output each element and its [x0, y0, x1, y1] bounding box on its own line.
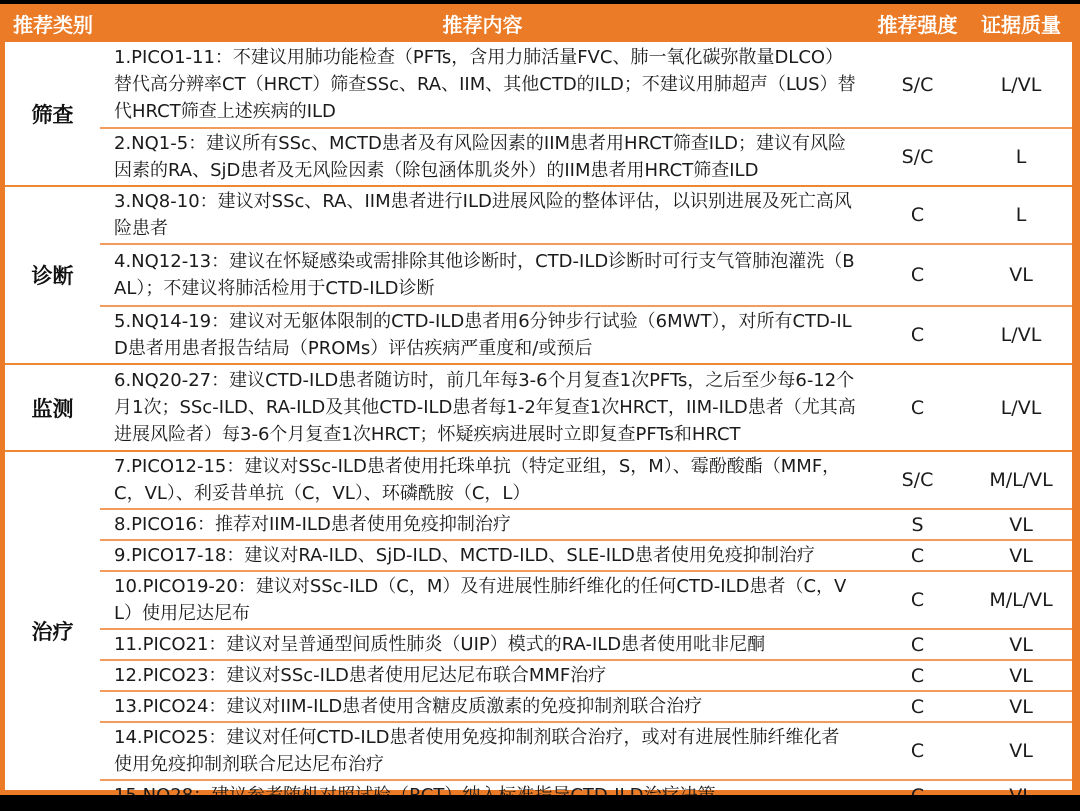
- bottom-letterbox: [0, 795, 1080, 811]
- evidence-cell: L/VL: [1000, 73, 1042, 96]
- table-row: [100, 305, 1072, 363]
- strength-cell: C: [910, 544, 925, 567]
- table-header-row: [5, 4, 1072, 42]
- table-row: [100, 42, 1072, 127]
- column-header-content: 推荐内容: [442, 12, 523, 37]
- strength-cell: S/C: [901, 469, 934, 491]
- evidence-cell: VL: [1009, 544, 1033, 567]
- evidence-cell: M/L/VL: [989, 589, 1053, 611]
- strength-cell: C: [910, 589, 925, 611]
- recommendation-content-cell: 4.NQ12-13：建议在怀疑感染或需排除其他诊断时，CTD-ILD诊断时可行支气管肺泡灌洗（BAL）；不建议将肺活检用于CTD-ILD诊断: [114, 251, 855, 299]
- evidence-cell: L/VL: [1000, 396, 1042, 419]
- group-rows: [100, 452, 1072, 810]
- recommendation-content-cell: 1.PICO1-11：不建议用肺功能检查（PFTs，含用力肺活量FVC、肺一氧化碳弥散量DLCO）替代高分辨率CT（HRCT）筛查SSc、RA、IIM、其他CTD的ILD；不建议用肺超声（LUS）替代HRCT筛查上述疾病的ILD: [114, 47, 856, 122]
- table-row: [100, 243, 1072, 305]
- table-row: [100, 452, 1072, 508]
- strength-cell: C: [910, 695, 925, 718]
- group-screening: [5, 42, 1072, 185]
- recommendation-content-cell: 11.PICO21：建议对呈普通型间质性肺炎（UIP）模式的RA-ILD患者使用吡非尼酮: [114, 634, 766, 655]
- evidence-cell: VL: [1009, 664, 1033, 687]
- strength-cell: C: [910, 664, 925, 687]
- recommendation-content-cell: 8.PICO16：推荐对IIM-ILD患者使用免疫抑制治疗: [114, 514, 511, 535]
- table-row: [100, 508, 1072, 539]
- group-rows: [100, 42, 1072, 185]
- recommendation-content-cell: 9.PICO17-18：建议对RA-ILD、SjD-ILD、MCTD-ILD、SLE-ILD患者使用免疫抑制治疗: [114, 545, 815, 566]
- table-row: [100, 570, 1072, 628]
- evidence-cell: L: [1015, 204, 1027, 226]
- strength-cell: S/C: [901, 73, 934, 96]
- group-diagnosis: [5, 185, 1072, 363]
- strength-cell: C: [910, 740, 925, 762]
- table-row: [100, 721, 1072, 779]
- strength-cell: C: [910, 264, 925, 286]
- table-row: [100, 187, 1072, 243]
- recommendation-content-cell: 7.PICO12-15：建议对SSc-ILD患者使用托珠单抗（特定亚组，S，M）、霉酚酸酯（MMF，C，VL）、利妥昔单抗（C，VL）、环磷酰胺（C，L）: [114, 456, 841, 504]
- strength-cell: S: [911, 513, 924, 536]
- evidence-cell: VL: [1009, 513, 1033, 536]
- recommendation-content-cell: 12.PICO23：建议对SSc-ILD患者使用尼达尼布联合MMF治疗: [114, 665, 607, 686]
- strength-cell: S/C: [901, 146, 934, 168]
- strength-cell: C: [910, 396, 925, 419]
- category-cell: 治疗: [31, 620, 74, 644]
- recommendation-content-cell: 5.NQ14-19：建议对无躯体限制的CTD-ILD患者用6分钟步行试验（6MWT），对所有CTD-ILD患者用患者报告结局（PROMs）评估疾病严重度和/或预后: [114, 311, 852, 359]
- category-cell: 诊断: [31, 264, 74, 288]
- table-row: [100, 127, 1072, 185]
- column-header-category: 推荐类别: [13, 12, 93, 37]
- category-cell: 筛查: [31, 102, 74, 127]
- recommendation-content-cell: 10.PICO19-20：建议对SSc-ILD（C，M）及有进展性肺纤维化的任何CTD-ILD患者（C，VL）使用尼达尼布: [114, 576, 847, 624]
- category-cell: 监测: [31, 396, 74, 421]
- table-row: [100, 690, 1072, 721]
- table-row: [100, 539, 1072, 570]
- recommendation-content-cell: 6.NQ20-27：建议CTD-ILD患者随访时，前几年每3-6个月复查1次PFTs，之后至少每6-12个月1次；SSc-ILD、RA-ILD及其他CTD-ILD患者每1-2年复查1次HRCT，IIM-ILD患者（尤其高进展风险者）每3-6个月复查1次HRCT；怀疑疾病进展时立即复查PFTs和HRCT: [114, 370, 856, 445]
- group-rows: [100, 365, 1072, 450]
- recommendation-content-cell: 13.PICO24：建议对IIM-ILD患者使用含糖皮质激素的免疫抑制剂联合治疗: [114, 696, 703, 717]
- strength-cell: C: [910, 633, 925, 656]
- strength-cell: C: [910, 204, 925, 226]
- strength-cell: C: [910, 324, 925, 346]
- column-header-evidence: 证据质量: [981, 12, 1061, 37]
- group-treatment: [5, 450, 1072, 810]
- group-rows: [100, 187, 1072, 363]
- evidence-cell: L/VL: [1000, 324, 1042, 346]
- recommendation-content-cell: 14.PICO25：建议对任何CTD-ILD患者使用免疫抑制剂联合治疗，或对有进展性肺纤维化者使用免疫抑制剂联合尼达尼布治疗: [114, 727, 840, 775]
- recommendation-content-cell: 2.NQ1-5：建议所有SSc、MCTD患者及有风险因素的IIM患者用HRCT筛查ILD；建议有风险因素的RA、SjD患者及无风险因素（除包涵体肌炎外）的IIM患者用HRCT筛查ILD: [114, 133, 846, 181]
- table-row: [100, 365, 1072, 450]
- evidence-cell: VL: [1009, 695, 1033, 718]
- evidence-cell: L: [1015, 146, 1027, 168]
- evidence-cell: VL: [1009, 633, 1033, 656]
- table-row: [100, 659, 1072, 690]
- group-monitoring: [5, 363, 1072, 450]
- evidence-cell: VL: [1009, 264, 1033, 286]
- evidence-cell: VL: [1009, 740, 1033, 762]
- recommendation-content-cell: 3.NQ8-10：建议对SSc、RA、IIM患者进行ILD进展风险的整体评估，以识别进展及死亡高风险患者: [114, 191, 852, 239]
- table-row: [100, 628, 1072, 659]
- recommendations-table: [0, 4, 1080, 795]
- column-header-strength: 推荐强度: [877, 12, 958, 37]
- evidence-cell: M/L/VL: [989, 469, 1053, 491]
